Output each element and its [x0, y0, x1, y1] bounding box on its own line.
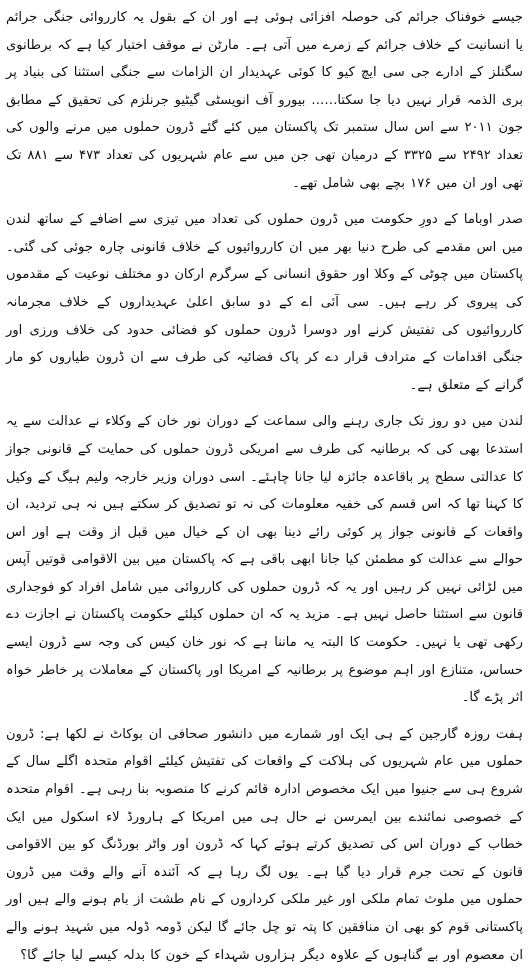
urdu-article-page [6, 4, 524, 963]
article-paragraph-3: لندن میں دو روز تک جاری رہنے والی سماعت کے دوران نور خان کے وکلاء نے عدالت سے یہ استدعا بھی کی کہ برطانیہ کی طرف سے امریکی ڈرون حملوں کی حمایت کے قانونی جواز کا عدالتی سطح پر باقاعدہ جائزہ لیا جانا چاہئے۔ اسی دوران وزیر خارجہ ولیم ہیگ کے وکیل کا کہنا تھا کہ اس قسم کی خفیہ معلومات کی نہ تو تصدیق کر سکتے ہیں نہ ہی تردید، ان واقعات کے قانونی جواز پر کوئی رائے دینا بھی ان کے خیال میں قبل از وقت ہے اور اس حوالے سے عدالت کو مطمئن کیا جانا ابھی باقی ہے کہ پاکستان میں بین الاقوامی قوتیں آپس میں لڑائی نہیں کر رہیں اور یہ کہ ڈرون حملوں کی کارروائی میں شامل افراد کو فوجداری قانون سے استثنا حاصل نہیں ہے۔ مزید یہ کہ ان حملوں کیلئے حکومت پاکستان نے اجازت دے رکھی تھی یا نہیں۔ حکومت کا البتہ یہ ماننا ہے کہ نور خان کیس کی وجہ سے ڈرون ایسے حساس، متنازع اور اہم موضوع پر برطانیہ کے امریکا اور پاکستان کے معاملات پر خاطر خواہ اثر پڑے گا۔ [6, 414, 523, 706]
article-paragraph-4: ہفت روزہ گارجین کے ہی ایک اور شمارے میں دانشور صحافی ان بوکاٹ نے لکھا ہے: ڈرون حملوں میں عام شہریوں کی ہلاکت کے واقعات کی تفتیش کیلئے اقوام متحدہ اگلے سال کے شروع ہی سے جنیوا میں ایک مخصوص ادارہ قائم کرنے کا منصوبہ بنا رہی ہے۔ اقوام متحدہ کے خصوصی نمائندے بین ایمرسن نے حال ہی میں امریکا کے ہارورڈ لاء اسکول میں ایک خطاب کے دوران اس کی تصدیق کرتے ہوئے کہا کہ ڈرون اور واٹر بورڈنگ کو بین الاقوامی قانون کے تحت جرم قرار دیا گیا ہے۔ یوں لگ رہا ہے کہ آئندہ آنے والے وقت میں ڈرون حملوں میں ملوث تمام ملکی اور غیر ملکی کرداروں کے نام طشت از بام ہونے والے ہیں اور پاکستانی قوم کو بھی ان منافقین کا پتہ تو چل جائے گا لیکن ڈومہ ڈولہ میں شہید ہونے والے ان معصوم اور بے گناہوں کے علاوہ دیگر ہزاروں شہداء کے خون کا بدلہ کیسے لیا جائے گا؟ [6, 726, 523, 963]
article-paragraph-1: جیسے خوفناک جرائم کی حوصلہ افزائی ہوئی ہے اور ان کے بقول یہ کارروائی جنگی جرائم یا انسانیت کے خلاف جرائم کے زمرے میں آتی ہے۔ مارٹن نے موقف اختیار کیا ہے کہ برطانوی سگنلز کے ادارے جی سی ایچ کیو کا کوئی عہدیدار ان الزامات سے جنگی استثنا کی بنیاد پر بری الذمہ قرار نہیں دیا جا سکتا…… بیورو آف انویسٹی گیٹیو جرنلزم کی تحقیق کے مطابق جون ۲۰۱۱ سے اس سال ستمبر تک پاکستان میں کئے گئے ڈرون حملوں میں مرنے والوں کی تعداد ۲۴۹۲ سے ۳۳۲۵ کے درمیان تھی جن میں سے عام شہریوں کی تعداد ۴۷۳ سے ۸۸۱ تک تھی اور ان میں ۱۷۶ بچے بھی شامل تھے۔ [6, 10, 524, 191]
article-paragraph-2: صدر اوباما کے دورِ حکومت میں ڈرون حملوں کی تعداد میں تیزی سے اضافے کے ساتھ لندن میں اس مقدمے کی طرح دنیا بھر میں ان کارروائیوں کے خلاف قانونی چارہ جوئی کی گئی۔ پاکستان میں چوٹی کے وکلا اور حقوق انسانی کے سرگرم ارکان دو مختلف نوعیت کے مقدموں کی پیروی کر رہے ہیں۔ سی آئی اے کے دو سابق اعلیٰ عہدیداروں کے خلاف مجرمانہ کارروائیوں کی تفتیش کرنے اور دوسرا ڈرون حملوں کو فضائی حدود کی خلاف ورزی اور جنگی اقدامات کے مترادف قرار دے کر پاک فضائیہ کی طرف سے ان ڈرون طیاروں کو مار گرانے کے متعلق ہے۔ [6, 212, 523, 393]
